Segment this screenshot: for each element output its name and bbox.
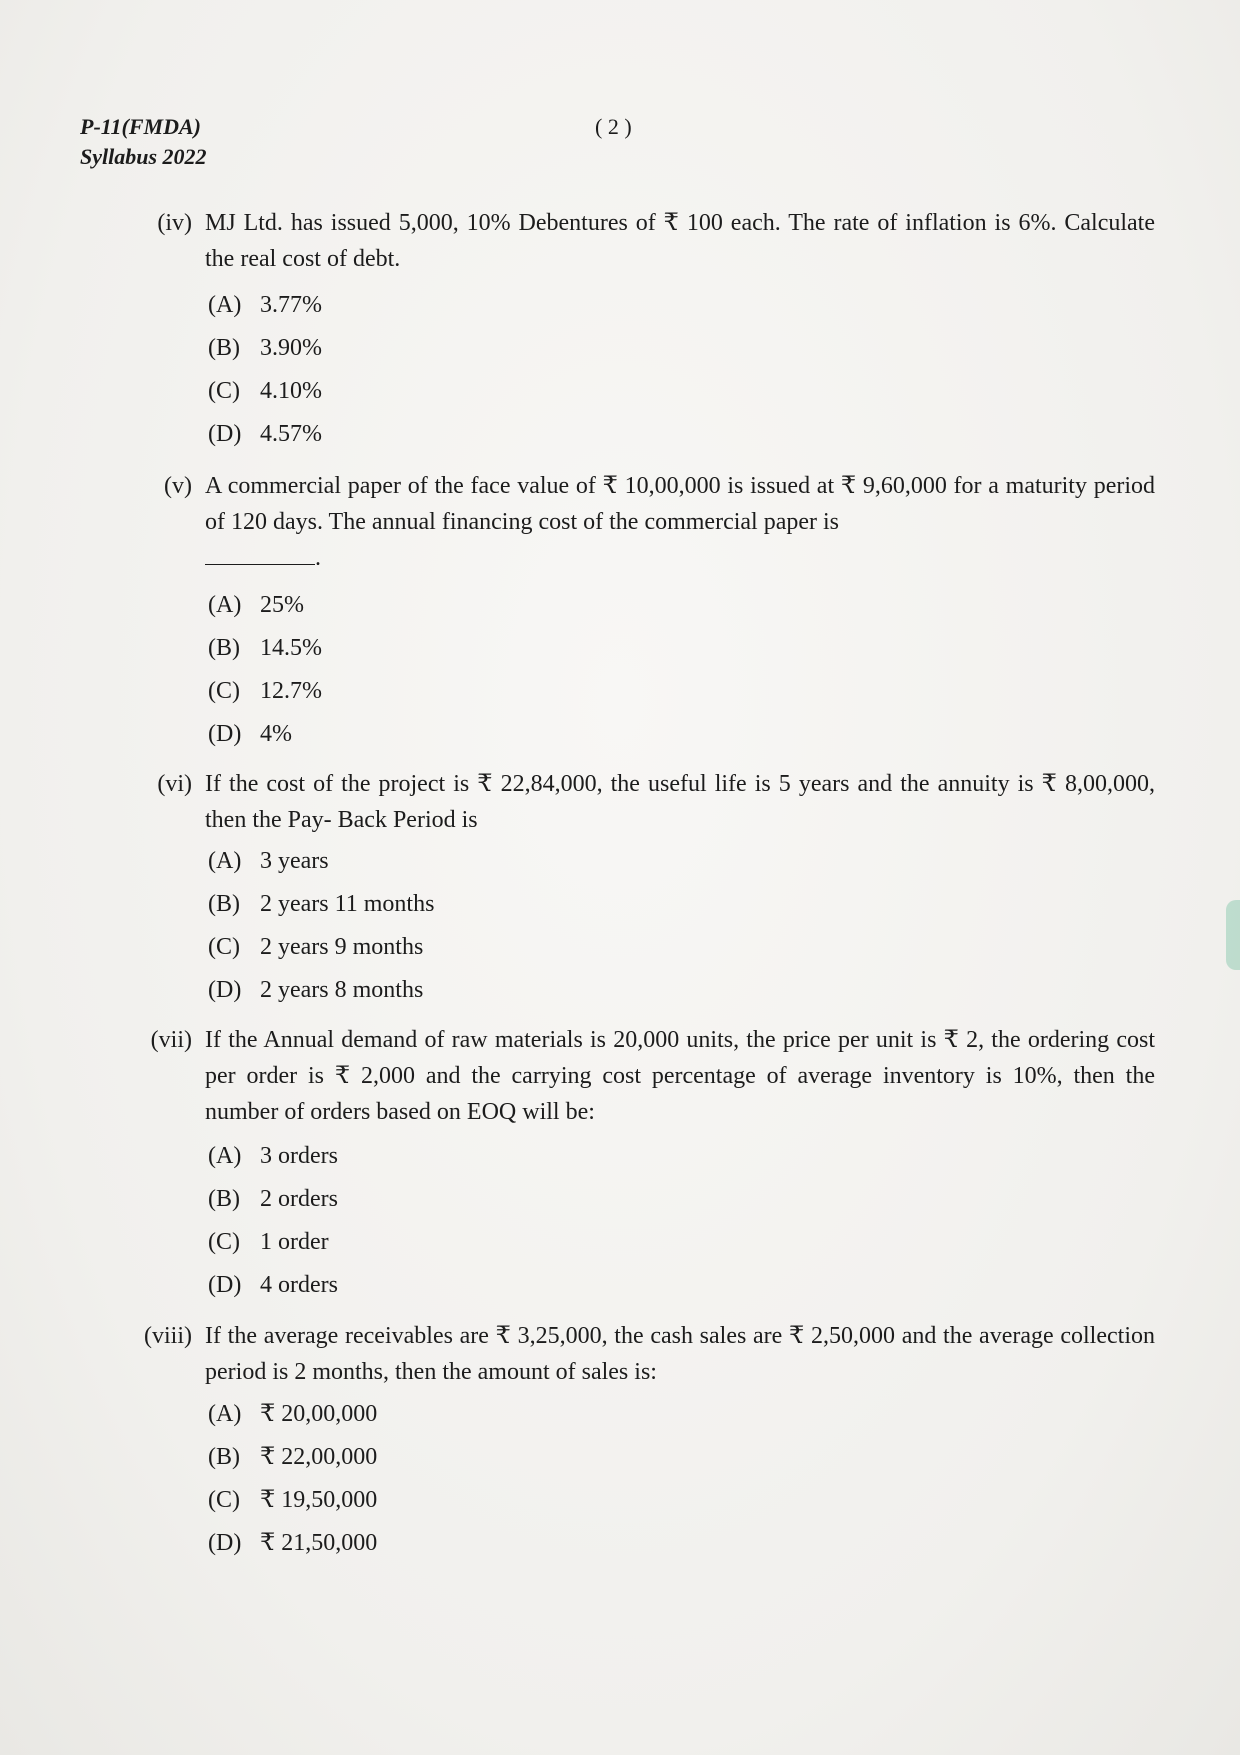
option-c <box>208 932 423 962</box>
option-c <box>208 1485 377 1515</box>
option-a <box>208 1399 377 1429</box>
option-text: 2 years 8 months <box>260 977 424 1003</box>
option-c <box>208 1227 329 1257</box>
option-text: ₹ 20,00,000 <box>260 1401 378 1427</box>
option-label: (D) <box>208 421 242 447</box>
option-text: 14.5% <box>260 635 322 661</box>
question-number: (iv) <box>157 210 192 236</box>
option-text: 1 order <box>260 1229 329 1255</box>
option-text: 3 years <box>260 848 329 874</box>
question-text: If the average receivables are ₹ 3,25,000, the cash sales are ₹ 2,50,000 and the average collection period is 2 months, then the amount of sales is: <box>205 1323 1155 1385</box>
question-number: (vii) <box>150 1027 192 1053</box>
option-label: (A) <box>208 1143 242 1169</box>
option-label: (C) <box>208 1487 240 1513</box>
option-label: (B) <box>208 891 240 917</box>
option-label: (A) <box>208 592 242 618</box>
option-text: 3.90% <box>260 335 322 361</box>
option-label: (B) <box>208 1186 240 1212</box>
option-text: ₹ 22,00,000 <box>260 1444 378 1470</box>
option-label: (D) <box>208 721 242 747</box>
option-a <box>208 590 304 620</box>
page-edge-mark <box>1226 900 1240 970</box>
paper-code: P-11(FMDA) <box>80 114 201 139</box>
option-a <box>208 290 322 320</box>
option-label: (A) <box>208 1401 242 1427</box>
question-body: A commercial paper of the face value of ₹ 10,00,000 is issued at ₹ 9,60,000 for a maturity period of 120 days. The annual financing cost of the commercial paper is <box>205 473 1155 535</box>
question-number: (vi) <box>157 771 192 797</box>
option-label: (C) <box>208 934 240 960</box>
question-text: If the cost of the project is ₹ 22,84,000, the useful life is 5 years and the annuity is ₹ 8,00,000, then the Pay- Back Period is <box>205 771 1155 833</box>
option-label: (A) <box>208 292 242 318</box>
option-label: (D) <box>208 1530 242 1556</box>
option-text: 25% <box>260 592 304 618</box>
option-text: 4.57% <box>260 421 322 447</box>
option-b <box>208 633 322 663</box>
option-text: 2 orders <box>260 1186 338 1212</box>
option-text: 3 orders <box>260 1143 338 1169</box>
option-text: 4 orders <box>260 1272 338 1298</box>
option-text: ₹ 19,50,000 <box>260 1487 378 1513</box>
option-b <box>208 889 434 919</box>
syllabus-year: Syllabus 2022 <box>80 144 207 169</box>
question-number: (viii) <box>144 1323 192 1349</box>
option-text: ₹ 21,50,000 <box>260 1530 378 1556</box>
option-label: (B) <box>208 335 240 361</box>
blank-terminator: . <box>315 545 321 571</box>
option-a <box>208 846 329 876</box>
option-label: (C) <box>208 378 240 404</box>
option-b <box>208 1442 377 1472</box>
question-text: If the Annual demand of raw materials is 20,000 units, the price per unit is ₹ 2, the ordering cost per order is ₹ 2,000 and the carrying cost percentage of average inventory is 10%, then the number of orders based on EOQ will be: <box>205 1027 1155 1125</box>
page-number: ( 2 ) <box>595 114 632 139</box>
option-c <box>208 376 322 406</box>
option-text: 3.77% <box>260 292 322 318</box>
question-number: (v) <box>164 473 192 499</box>
option-d <box>208 1528 377 1558</box>
option-label: (B) <box>208 1444 240 1470</box>
option-text: 2 years 11 months <box>260 891 435 917</box>
question-text: MJ Ltd. has issued 5,000, 10% Debentures of ₹ 100 each. The rate of inflation is 6%. Calculate the real cost of debt. <box>205 210 1155 272</box>
option-text: 4% <box>260 721 292 747</box>
answer-blank <box>205 542 315 565</box>
option-label: (A) <box>208 848 242 874</box>
option-text: 4.10% <box>260 378 322 404</box>
option-b <box>208 1184 338 1214</box>
option-label: (D) <box>208 977 242 1003</box>
option-label: (B) <box>208 635 240 661</box>
question-text <box>205 468 1155 576</box>
option-d <box>208 719 292 749</box>
option-d <box>208 975 423 1005</box>
option-c <box>208 676 322 706</box>
option-d <box>208 419 322 449</box>
option-label: (C) <box>208 1229 240 1255</box>
option-label: (D) <box>208 1272 242 1298</box>
option-text: 2 years 9 months <box>260 934 424 960</box>
option-d <box>208 1270 338 1300</box>
paper-header <box>80 112 207 172</box>
option-a <box>208 1141 338 1171</box>
option-label: (C) <box>208 678 240 704</box>
option-b <box>208 333 322 363</box>
option-text: 12.7% <box>260 678 322 704</box>
